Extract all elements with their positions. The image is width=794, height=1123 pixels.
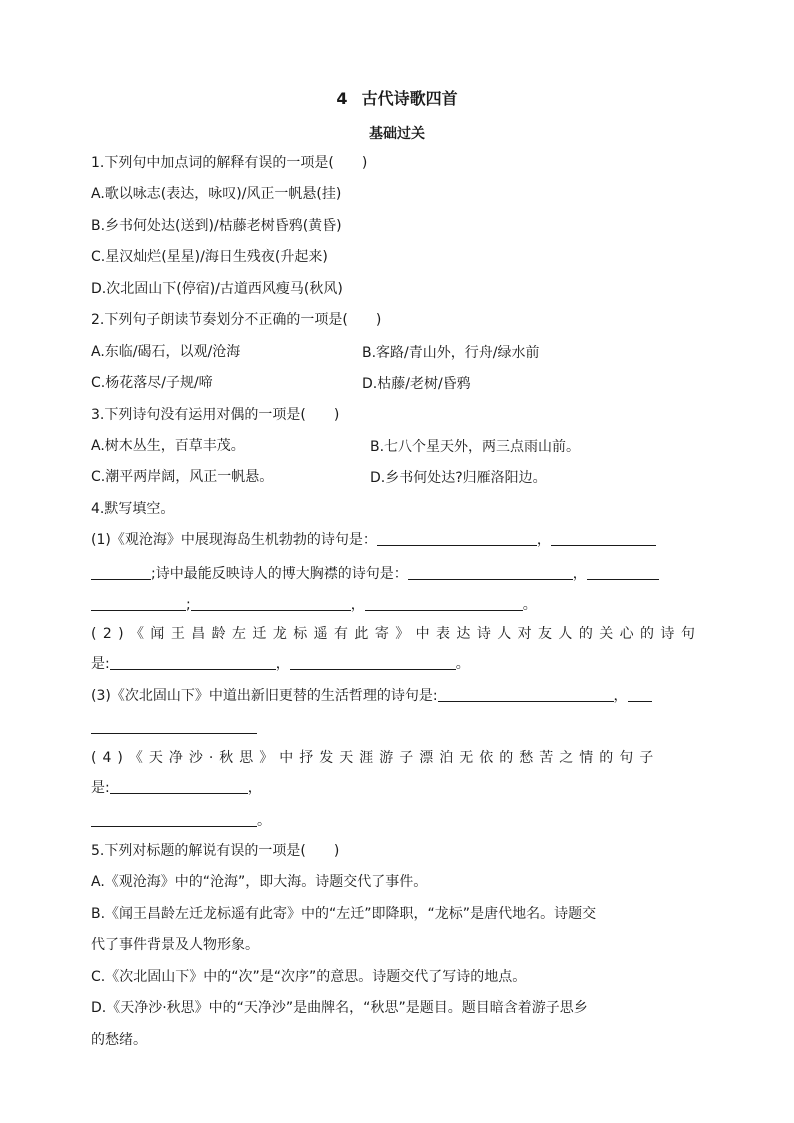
punct-period: 。 xyxy=(522,597,537,613)
q4-part2-line2 xyxy=(91,654,470,674)
answer-blank[interactable] xyxy=(438,687,614,702)
q2-option-c: C.杨花落尽/子规/啼 xyxy=(91,375,213,391)
punct-comma: ， xyxy=(275,656,290,672)
answer-blank[interactable] xyxy=(290,655,456,670)
q3-stem: 3.下列诗句没有运用对偶的一项是( ) xyxy=(91,407,340,423)
q2-stem: 2.下列句子朗读节奏划分不正确的一项是( ) xyxy=(91,312,382,328)
section-heading: 基础过关 xyxy=(369,126,425,142)
q4-part4-line1: (4)《天净沙·秋思》中抒发天涯游子漂泊无依的愁苦之情的句子 xyxy=(91,750,660,766)
q1-option-b: B.乡书何处达(送到)/枯藤老树昏鸦(黄昏) xyxy=(91,218,342,234)
answer-blank[interactable] xyxy=(91,565,151,580)
answer-blank[interactable] xyxy=(91,812,257,827)
q4-part4-prompt: 是: xyxy=(91,780,110,796)
q1-stem: 1.下列句中加点词的解释有误的一项是( ) xyxy=(91,155,368,171)
q5-option-c: C.《次北固山下》中的“次”是“次序”的意思。诗题交代了写诗的地点。 xyxy=(91,969,527,985)
q4-part4-line3 xyxy=(91,811,271,831)
punct-semicolon: ; xyxy=(186,597,191,613)
q4-stem: 4.默写填空。 xyxy=(91,501,175,517)
answer-blank[interactable] xyxy=(110,655,276,670)
punct-comma: ， xyxy=(613,688,628,704)
q4-part2-prompt: 是: xyxy=(91,656,110,672)
q3-option-b: B.七八个星天外，两三点雨山前。 xyxy=(370,439,581,455)
answer-blank[interactable] xyxy=(110,779,248,794)
answer-blank[interactable] xyxy=(551,531,656,546)
q4-part1-line2 xyxy=(91,564,659,584)
answer-blank[interactable] xyxy=(628,687,652,702)
punct-comma: ， xyxy=(350,597,365,613)
q3-option-a: A.树木丛生，百草丰茂。 xyxy=(91,438,245,454)
q4-part2-line1: (2)《闻王昌龄左迁龙标遥有此寄》中表达诗人对友人的关心的诗句 xyxy=(91,626,702,642)
lesson-title xyxy=(0,86,794,109)
punct-period: 。 xyxy=(455,656,470,672)
q3-option-d: D.乡书何处达?归雁洛阳边。 xyxy=(370,470,547,486)
q5-option-b-line2: 代了事件背景及人物形象。 xyxy=(91,937,259,953)
q4-part1-prompt: (1)《观沧海》中展现海岛生机勃勃的诗句是： xyxy=(91,532,377,548)
q5-option-b-line1: B.《闻王昌龄左迁龙标遥有此寄》中的“左迁”即降职，“龙标”是唐代地名。诗题交 xyxy=(91,906,597,922)
answer-blank[interactable] xyxy=(91,596,186,611)
q5-option-a: A.《观沧海》中的“沧海”，即大海。诗题交代了事件。 xyxy=(91,874,428,890)
answer-blank[interactable] xyxy=(191,596,351,611)
answer-blank[interactable] xyxy=(91,719,257,734)
punct-comma: ， xyxy=(247,780,262,796)
q4-part3-line2 xyxy=(91,718,257,738)
q4-part4-line2 xyxy=(91,778,262,798)
lesson-number: 4 xyxy=(336,89,348,108)
q4-part1-prompt-2: ;诗中最能反映诗人的博大胸襟的诗句是： xyxy=(151,566,408,582)
q4-part3-line1 xyxy=(91,686,652,706)
answer-blank[interactable] xyxy=(365,596,523,611)
q1-option-d: D.次北固山下(停宿)/古道西风瘦马(秋风) xyxy=(91,281,343,297)
q5-option-d-line2: 的愁绪。 xyxy=(91,1032,147,1048)
answer-blank[interactable] xyxy=(408,565,573,580)
punct-comma: ， xyxy=(572,566,587,582)
q4-part3-prompt: (3)《次北固山下》中道出新旧更替的生活哲理的诗句是: xyxy=(91,688,438,704)
q5-option-d-line1: D.《天净沙·秋思》中的“天净沙”是曲牌名，“秋思”是题目。题目暗含着游子思乡 xyxy=(91,1000,588,1016)
answer-blank[interactable] xyxy=(587,565,659,580)
punct-comma: ， xyxy=(536,532,551,548)
q4-part1-line3 xyxy=(91,595,537,615)
punct-period: 。 xyxy=(257,813,271,829)
lesson-title-text: 古代诗歌四首 xyxy=(361,89,458,108)
q4-part1-line1 xyxy=(91,530,656,550)
q2-option-b: B.客路/青山外，行舟/绿水前 xyxy=(362,345,540,361)
q2-option-a: A.东临/碣石，以观/沧海 xyxy=(91,344,241,360)
q3-option-c: C.潮平两岸阔，风正一帆悬。 xyxy=(91,469,274,485)
q1-option-c: C.星汉灿烂(星星)/海日生残夜(升起来) xyxy=(91,249,328,265)
answer-blank[interactable] xyxy=(377,531,537,546)
q5-stem: 5.下列对标题的解说有误的一项是( ) xyxy=(91,843,340,859)
q2-option-d: D.枯藤/老树/昏鸦 xyxy=(362,376,471,392)
q1-option-a: A.歌以咏志(表达，咏叹)/风正一帆悬(挂) xyxy=(91,186,342,202)
